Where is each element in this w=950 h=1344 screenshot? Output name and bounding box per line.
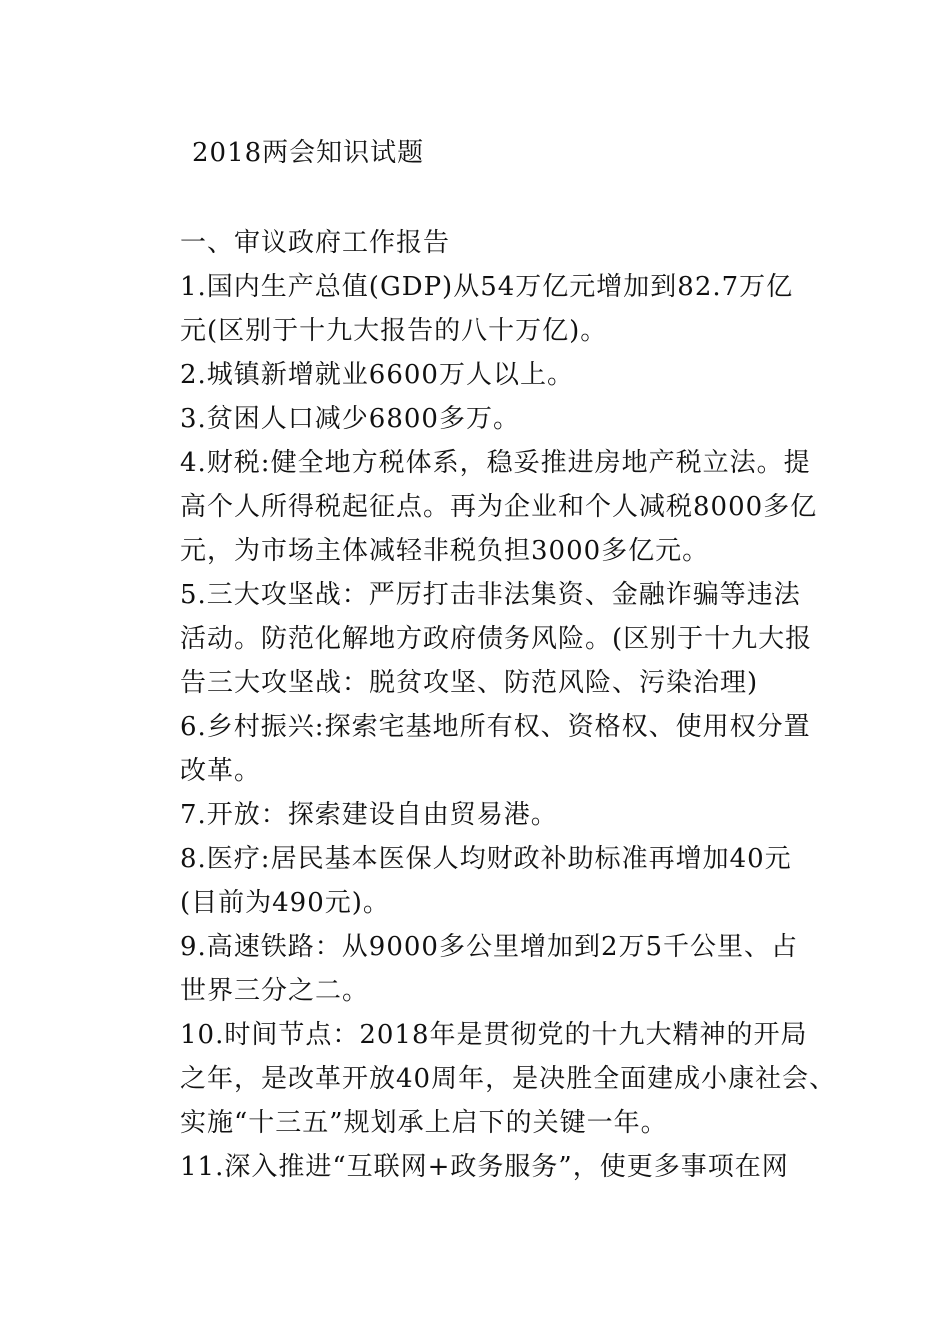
paragraph-line: 3.贫困人口减少6800多万。 bbox=[180, 404, 520, 434]
paragraph-line: 10.时间节点：2018年是贯彻党的十九大精神的开局 bbox=[180, 1020, 808, 1050]
paragraph-line: 之年，是改革开放40周年，是决胜全面建成小康社会、 bbox=[180, 1064, 837, 1094]
paragraph-line: 9.高速铁路：从9000多公里增加到2万5千公里、占 bbox=[180, 932, 799, 962]
paragraph-line: 实施“十三五”规划承上启下的关键一年。 bbox=[180, 1108, 668, 1138]
paragraph-line: 2.城镇新增就业6600万人以上。 bbox=[180, 360, 574, 390]
paragraph-line: 5.三大攻坚战：严厉打击非法集资、金融诈骗等违法 bbox=[180, 580, 801, 610]
paragraph-line: 11.深入推进“互联网+政务服务”，使更多事项在网 bbox=[180, 1152, 789, 1182]
paragraph-line: 7.开放：探索建设自由贸易港。 bbox=[180, 800, 558, 830]
paragraph-line: 4.财税:健全地方税体系，稳妥推进房地产税立法。提 bbox=[180, 448, 811, 478]
paragraph-line: 1.国内生产总值(GDP)从54万亿元增加到82.7万亿 bbox=[180, 272, 794, 302]
paragraph-line: 改革。 bbox=[180, 756, 262, 786]
paragraph-line: (目前为490元)。 bbox=[180, 888, 390, 918]
paragraph-line: 世界三分之二。 bbox=[180, 976, 370, 1006]
paragraph-line: 8.医疗:居民基本医保人均财政补助标准再增加40元 bbox=[180, 844, 792, 874]
paragraph-line: 告三大攻坚战：脱贫攻坚、防范风险、污染治理) bbox=[180, 668, 759, 698]
paragraph-line: 元(区别于十九大报告的八十万亿)。 bbox=[180, 316, 608, 346]
paragraph-line: 活动。防范化解地方政府债务风险。(区别于十九大报 bbox=[180, 624, 813, 654]
paragraph-line: 6.乡村振兴:探索宅基地所有权、资格权、使用权分置 bbox=[180, 712, 811, 742]
section-heading: 一、审议政府工作报告 bbox=[180, 228, 451, 258]
document-title: 2018两会知识试题 bbox=[192, 138, 425, 168]
paragraph-line: 元，为市场主体减轻非税负担3000多亿元。 bbox=[180, 536, 710, 566]
document-body bbox=[180, 221, 837, 1189]
paragraph-line: 高个人所得税起征点。再为企业和个人减税8000多亿 bbox=[180, 492, 818, 522]
